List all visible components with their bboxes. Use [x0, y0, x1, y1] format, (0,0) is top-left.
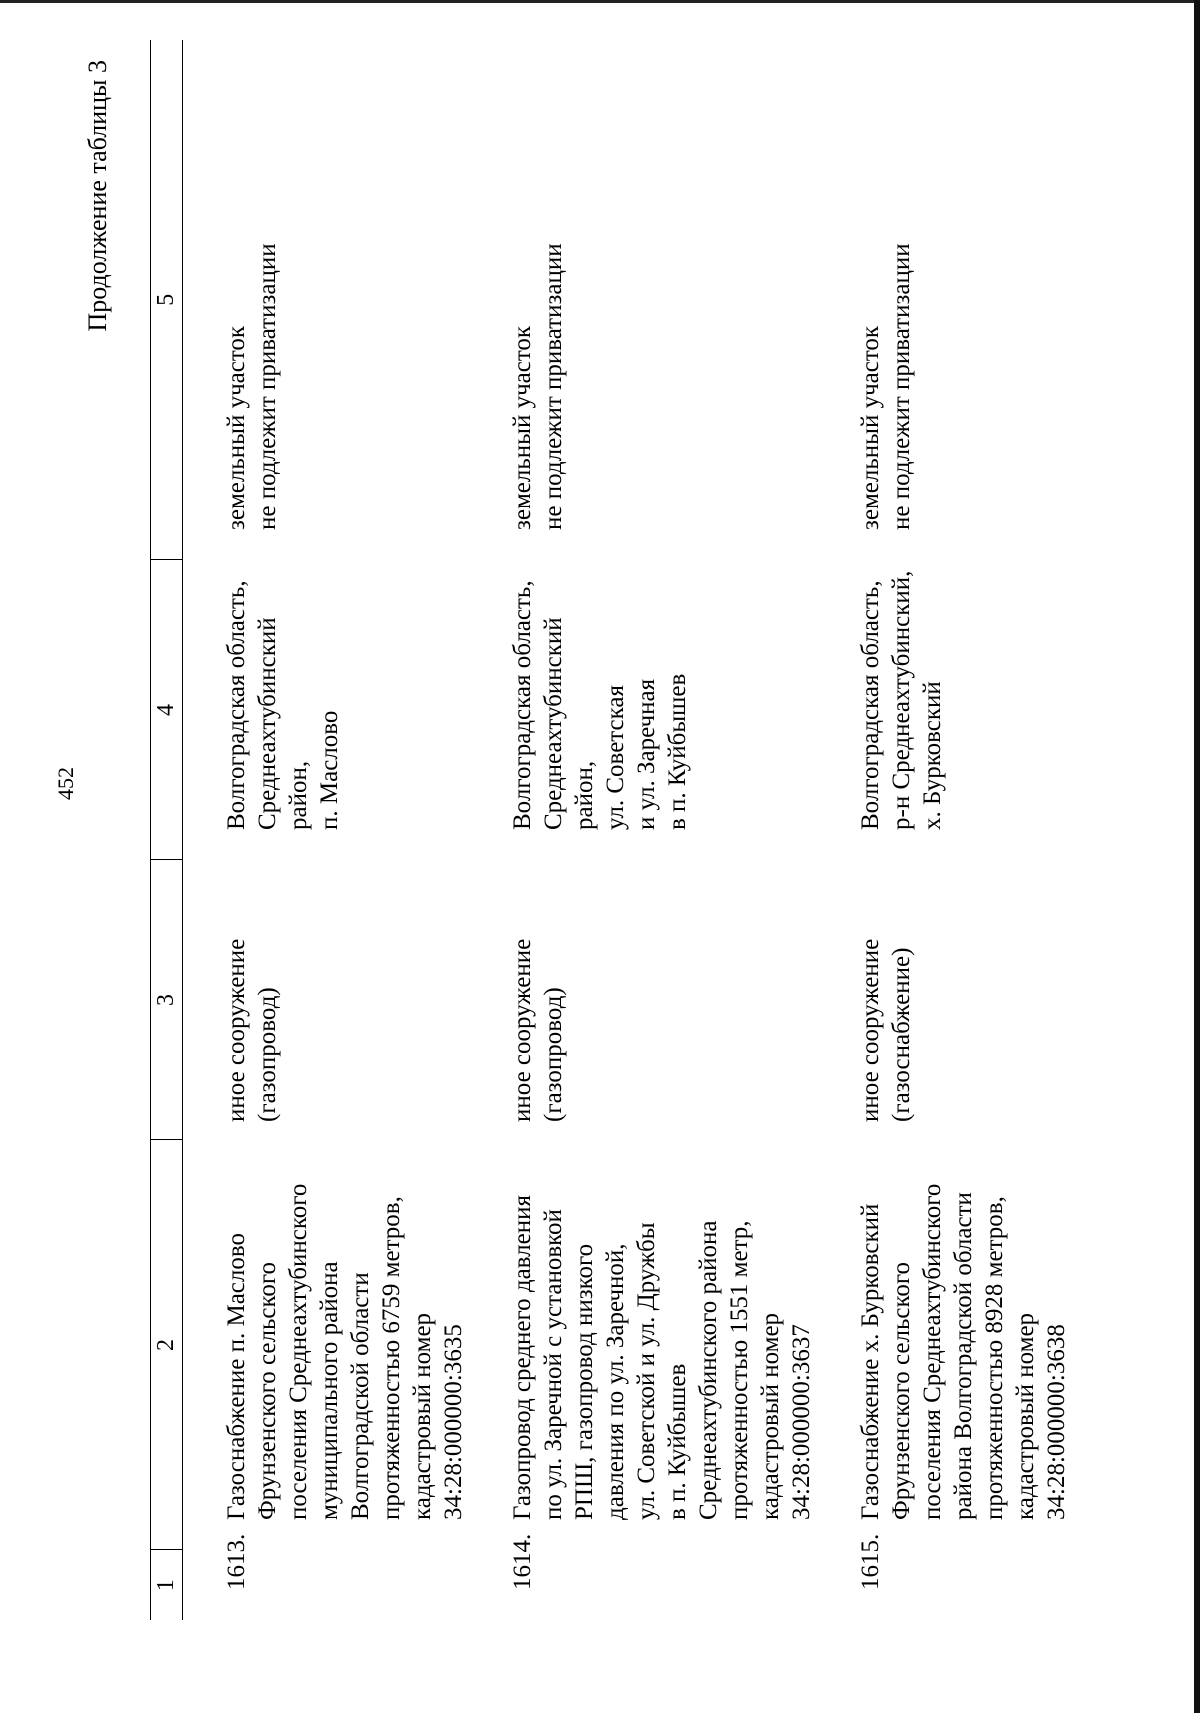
page-number: 452 [53, 767, 78, 800]
object-address: Волгоградская область, Среднеахтубинский район, ул. Советская и ул. Заречная в п. Куйбышев [509, 580, 691, 830]
table-row [817, 40, 1072, 1620]
header-col-1: 1 [151, 1550, 183, 1620]
object-address: Волгоградская область, Среднеахтубинский район, п. Маслово [223, 580, 343, 830]
header-col-4: 4 [151, 560, 183, 860]
object-type: иное сооружение (газопровод) [223, 938, 281, 1122]
object-name: Газоснабжение х. Бурковский Фрунзенского сельского поселения Среднеахтубинского района Волгоградской области протяженностью 8928 метров, кадастровый номер 34:28:000000:3638 [857, 1183, 1070, 1520]
object-name: Газоснабжение п. Маслово Фрунзенского сельского поселения Среднеахтубинского муниципального района Волгоградской области протяженностью 6759 метров, кадастровый номер 34:28:000000:3635 [223, 1183, 467, 1520]
header-col-3: 3 [151, 860, 183, 1140]
header-row [151, 40, 183, 1620]
object-type: иное сооружение (газопровод) [509, 938, 567, 1122]
scan-edge-top [0, 0, 1200, 3]
data-table [150, 40, 1072, 1620]
row-number: 1613. [223, 1533, 250, 1590]
rotated-content [53, 40, 1160, 1620]
table-row [183, 40, 470, 1620]
table-row [469, 40, 817, 1620]
row-number: 1615. [857, 1533, 884, 1590]
row-number: 1614. [509, 1533, 536, 1590]
header-col-2: 2 [151, 1140, 183, 1550]
scan-edge-right [1194, 0, 1200, 1713]
object-type: иное сооружение (газоснабжение) [857, 938, 915, 1122]
table-caption: Продолжение таблицы 3 [83, 60, 112, 332]
header-col-5: 5 [151, 40, 183, 560]
object-address: Волгоградская область, р-н Среднеахтубинский, х. Бурковский [857, 570, 946, 830]
object-name: Газопровод среднего давления по ул. Заречной с установкой РПШ, газопровод низкого давления по ул. Заречной, ул. Советской и ул. Дружбы в п. Куйбышев Среднеахтубинского района протяженностью 1551 метр, кадастровый номер 34:28:000000:3637 [509, 1195, 815, 1520]
object-note: земельный участок не подлежит приватизации [857, 243, 915, 530]
object-note: земельный участок не подлежит приватизации [509, 243, 567, 530]
object-note: земельный участок не подлежит приватизации [223, 243, 281, 530]
